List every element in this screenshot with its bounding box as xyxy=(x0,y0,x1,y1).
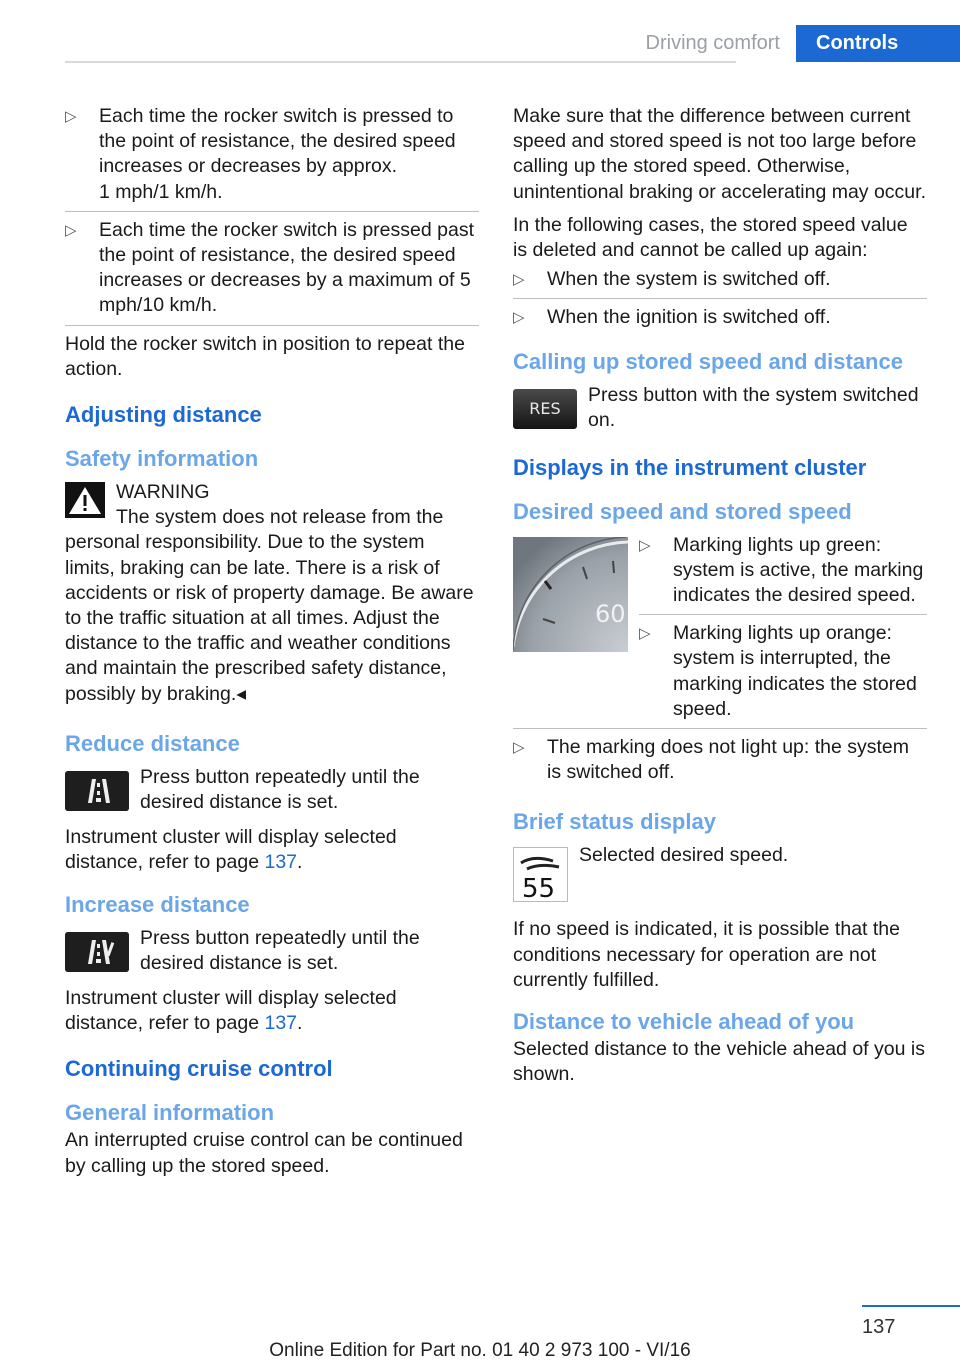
heading-displays-instrument-cluster: Displays in the instrument cluster xyxy=(513,454,867,480)
bullet-text: The marking does not light up: the system is switched off. xyxy=(547,736,910,784)
res-button-label: RES xyxy=(529,398,561,418)
bullet-triangle-icon: ▷ xyxy=(513,271,525,289)
status-number: 55 xyxy=(522,874,556,903)
list-item xyxy=(65,104,479,205)
list-item xyxy=(513,305,927,330)
heading-continuing-cruise-control: Continuing cruise control xyxy=(65,1056,333,1082)
list-item xyxy=(639,533,927,609)
header-tabs xyxy=(626,25,960,62)
make-sure-paragraph: Make sure that the difference between current speed and stored speed is not too large before calling up the stored speed. Otherwise, unintentional braking or accelerating may occur. xyxy=(513,105,926,203)
heading-general-information: General information xyxy=(65,1100,275,1126)
bullet-triangle-icon: ▷ xyxy=(513,309,525,327)
heading-desired-speed: Desired speed and stored speed xyxy=(513,498,852,524)
increase-distance-text: Press button repeatedly until the desired distance is set. xyxy=(140,926,420,974)
list-item xyxy=(513,267,927,292)
reduce-cluster-paragraph: Instrument cluster will display selected distance, refer to page 137. xyxy=(65,826,397,874)
hold-paragraph: Hold the rocker switch in position to repeat the action. xyxy=(65,332,465,380)
reduce-distance-text: Press button repeatedly until the desired distance is set. xyxy=(140,765,420,814)
cases-intro-paragraph: In the following cases, the stored speed value is deleted and cannot be called up again: xyxy=(513,213,908,262)
heading-distance-ahead: Distance to vehicle ahead of you xyxy=(513,1009,855,1035)
list-item xyxy=(513,735,927,785)
footer-rule xyxy=(862,1305,960,1307)
gauge-section xyxy=(513,533,927,722)
bullet-text: Each time the rocker switch is pressed to the point of resistance, the desired speed increases or decreases by approx. 1 mph/1 km/h. xyxy=(99,105,456,203)
bullet-text: When the ignition is switched off. xyxy=(547,306,831,329)
bullet-text: Each time the rocker switch is pressed past the point of resistance, the desired speed increases or decreases by a maximum of 5 mph/10 km/h. xyxy=(99,218,474,317)
divider xyxy=(65,211,479,212)
reduce-cluster-text: Instrument cluster will display selected distance, refer to page xyxy=(65,826,397,874)
footer-edition: Online Edition for Part no. 01 40 2 973 100 - VI/16 xyxy=(269,1340,691,1361)
list-item xyxy=(65,218,479,319)
res-button-icon xyxy=(513,389,577,429)
bullet-triangle-icon: ▷ xyxy=(65,108,77,125)
speedometer-gauge-icon xyxy=(513,537,628,652)
reduce-distance-row xyxy=(65,765,479,815)
header-chapter-tab: Controls xyxy=(796,25,960,62)
header-rule xyxy=(65,61,736,63)
heading-brief-status: Brief status display xyxy=(513,809,716,835)
warning-label: WARNING xyxy=(116,481,210,504)
brief-status-text: Selected desired speed. xyxy=(579,844,789,867)
no-speed-paragraph: If no speed is indicated, it is possible that the conditions necessary for operation are not currently fulfilled. xyxy=(513,918,900,991)
warning-triangle-icon xyxy=(65,482,105,518)
increase-cluster-text: Instrument cluster will display selected distance, refer to page xyxy=(65,987,397,1035)
divider xyxy=(513,298,927,299)
distance-increase-button-icon xyxy=(65,932,129,972)
distance-paragraph: Selected distance to the vehicle ahead of you is shown. xyxy=(513,1038,925,1086)
heading-calling-up-stored-speed: Calling up stored speed and distance xyxy=(513,348,903,374)
divider xyxy=(639,614,927,615)
warning-block xyxy=(65,480,479,707)
page-link[interactable]: 137 xyxy=(264,1012,298,1035)
header-section-title: Driving comfort xyxy=(626,25,796,62)
bullet-text: Marking lights up green: system is active, the marking indicates the desired speed. xyxy=(673,533,924,607)
bullet-triangle-icon: ▷ xyxy=(513,739,525,757)
distance-reduce-button-icon xyxy=(65,771,129,811)
increase-cluster-paragraph: Instrument cluster will display selected distance, refer to page 137. xyxy=(65,987,397,1035)
set-speed-status-icon xyxy=(513,847,568,902)
general-paragraph: An interrupted cruise control can be continued by calling up the stored speed. xyxy=(65,1129,463,1177)
heading-increase-distance: Increase distance xyxy=(65,891,250,917)
increase-distance-row xyxy=(65,926,479,976)
bullet-triangle-icon: ▷ xyxy=(639,536,651,554)
page-number: 137 xyxy=(862,1316,896,1338)
bullet-text: When the system is switched off. xyxy=(547,268,831,291)
gauge-number: 60 xyxy=(595,599,626,628)
bullet-triangle-icon: ▷ xyxy=(65,221,77,239)
list-item xyxy=(639,621,927,722)
divider xyxy=(513,728,927,729)
bullet-text: Marking lights up orange: system is interrupted, the marking indicates the stored speed. xyxy=(673,622,917,720)
warning-text: The system does not release from the personal responsibility. Due to the system limits, braking can be late. There is a risk of accidents or risk of property damage. Be aware to the traffic situation at all times. Adjust the distance to the traffic and weather conditions and maintain the prescribed safety distance, possibly by braking.◂ xyxy=(65,506,474,705)
left-column xyxy=(65,104,479,1187)
brief-status-row xyxy=(513,843,927,909)
heading-safety-information: Safety information xyxy=(65,446,259,472)
heading-adjusting-distance: Adjusting distance xyxy=(65,402,262,428)
heading-reduce-distance: Reduce distance xyxy=(65,730,240,756)
bullet-triangle-icon: ▷ xyxy=(639,625,651,643)
divider xyxy=(65,325,479,326)
res-row xyxy=(513,383,927,445)
right-column xyxy=(513,104,927,1095)
res-text: Press button with the system switched on. xyxy=(588,383,919,431)
page-link[interactable]: 137 xyxy=(264,851,298,874)
